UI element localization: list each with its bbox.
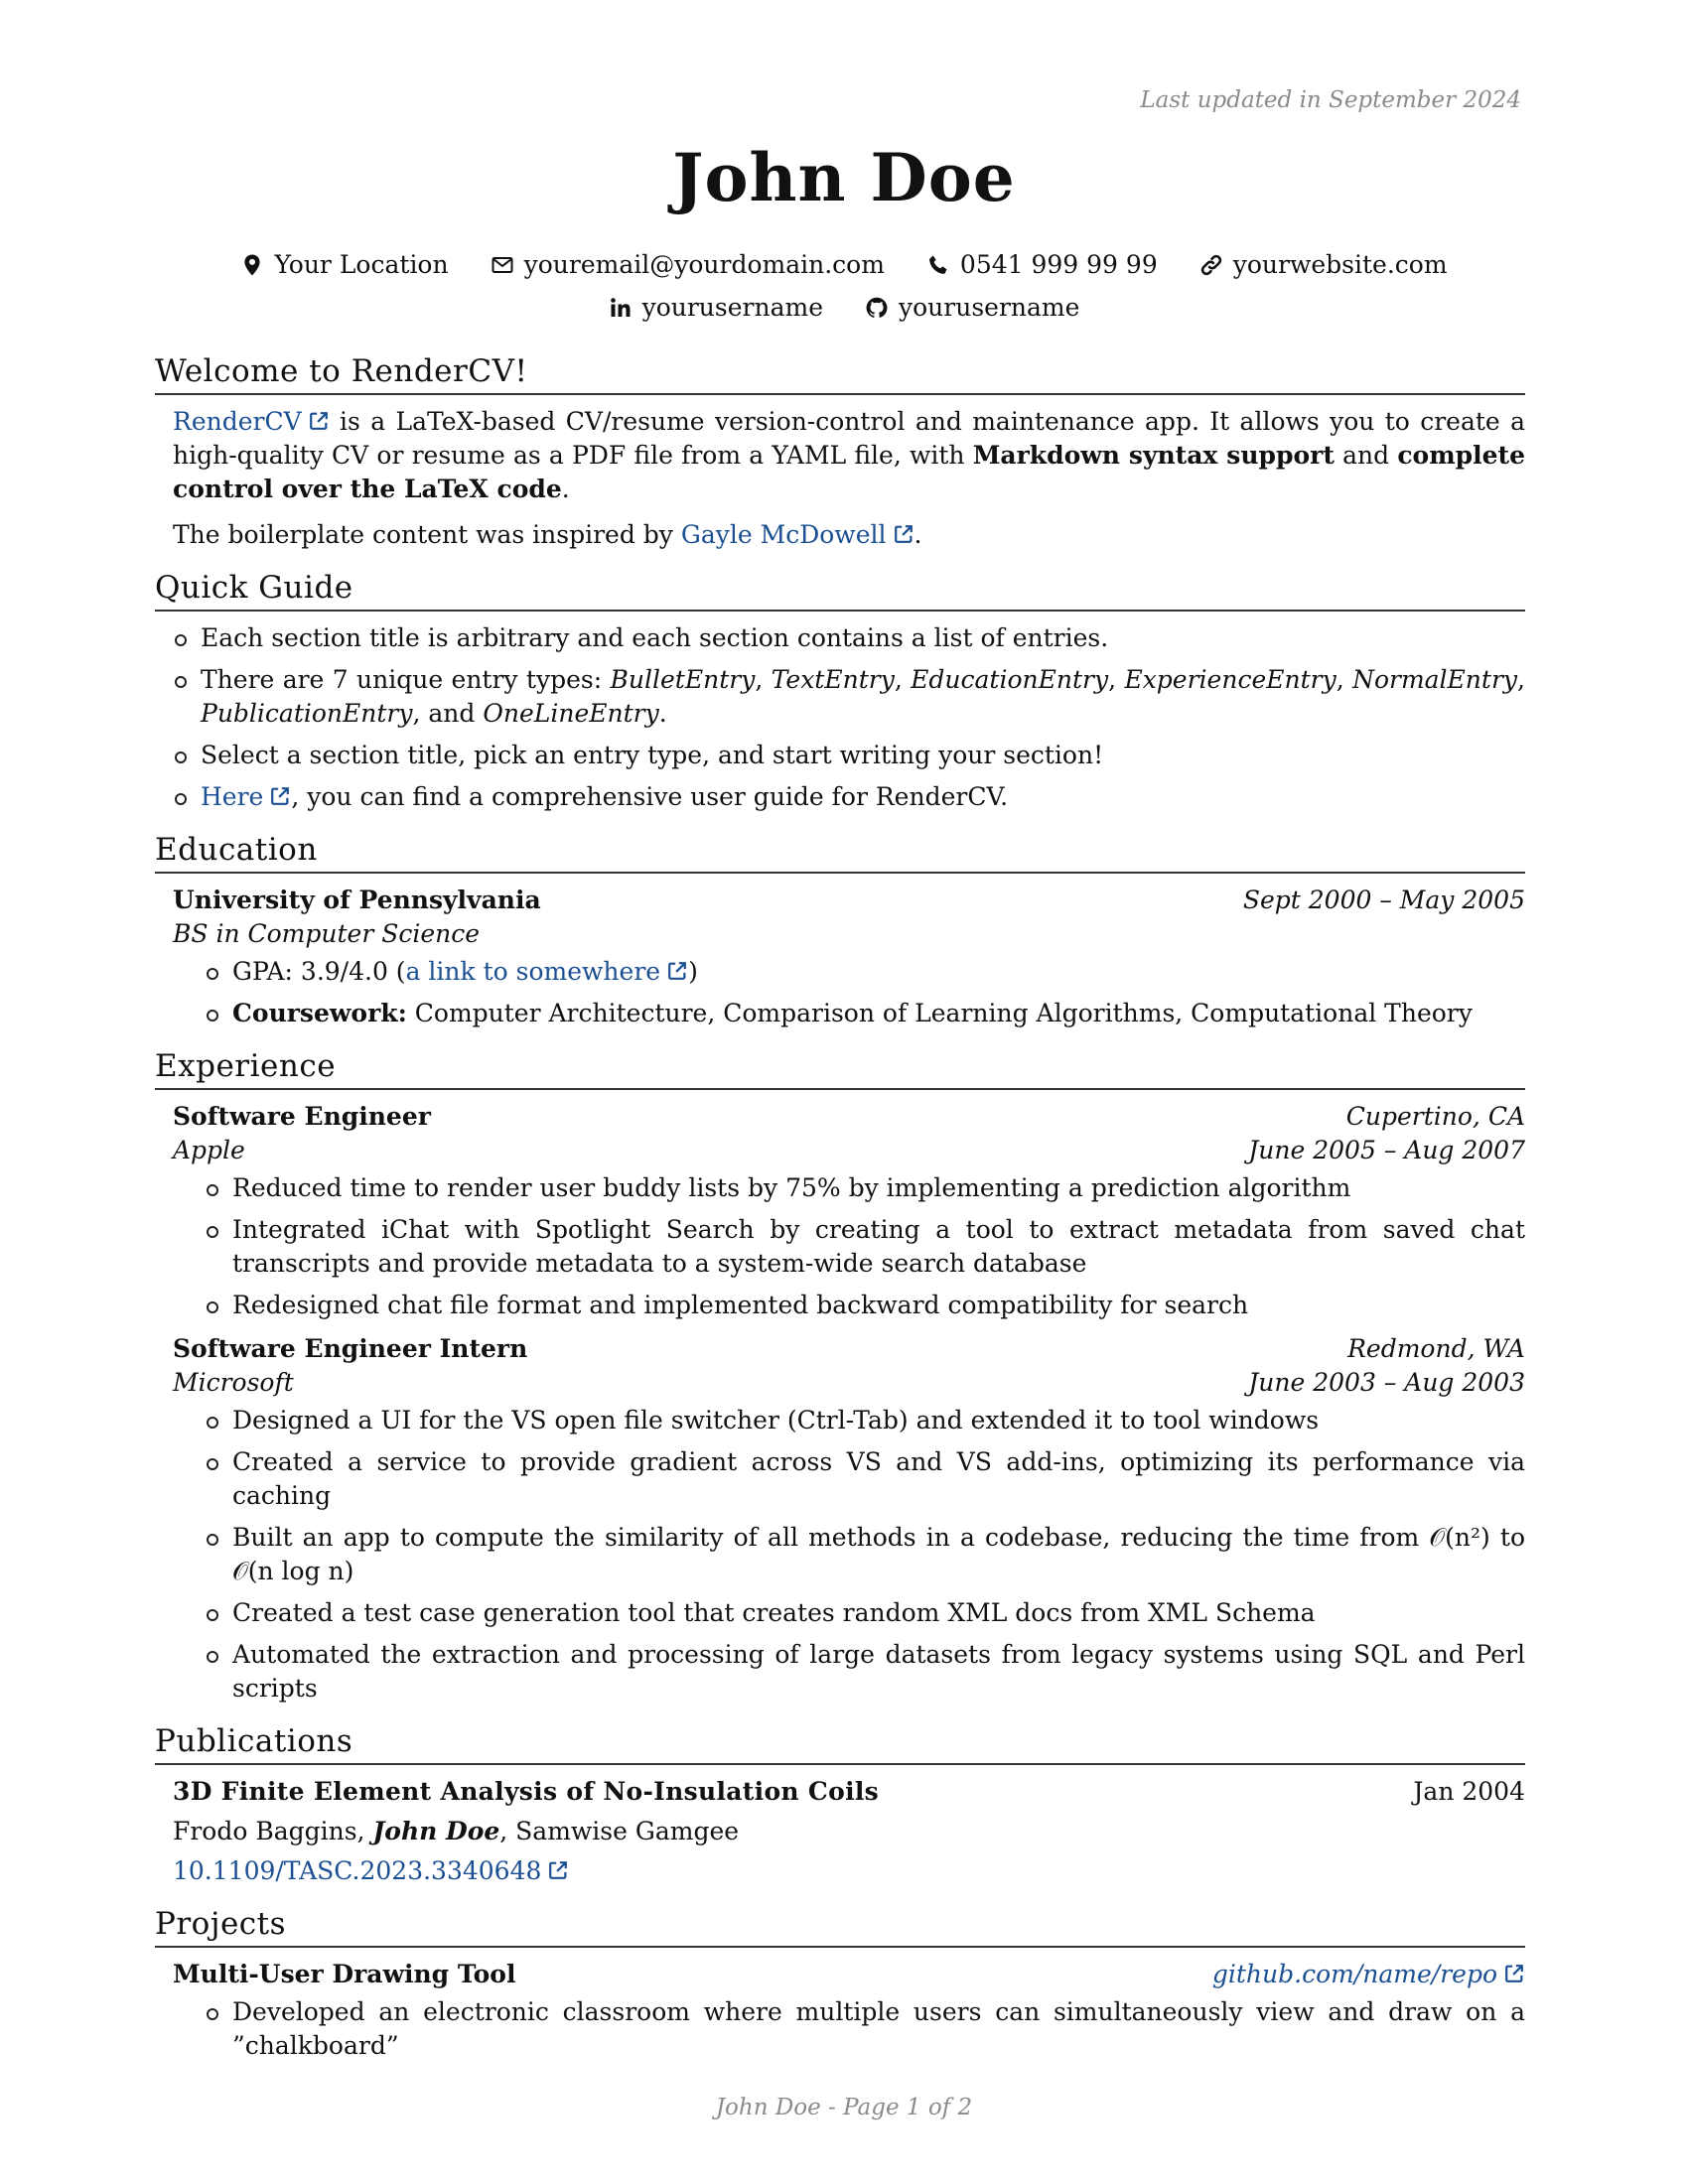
experience-entry-apple — [173, 1100, 1525, 1322]
list-item: Built an app to compute the similarity of all methods in a codebase, reducing the time from 𝒪(n²) to 𝒪(n log n) — [205, 1521, 1525, 1588]
envelope-icon — [491, 253, 514, 277]
section-publications — [155, 1775, 1525, 1888]
section-title-education: Education — [155, 832, 1525, 874]
section-title-publications: Publications — [155, 1723, 1525, 1765]
welcome-text-c: . — [561, 475, 570, 503]
list-item: Designed a UI for the VS open file switcher (Ctrl-Tab) and extended it to tool windows — [205, 1404, 1525, 1437]
list-item: Redesigned chat file format and implemented backward compatibility for search — [205, 1289, 1525, 1322]
sep: . — [658, 699, 667, 728]
welcome-paragraph-2 — [173, 518, 1525, 552]
welcome-p2-end: . — [914, 520, 922, 549]
entry-type: NormalEntry — [1352, 665, 1518, 694]
list-item — [205, 955, 1525, 989]
sep: , — [755, 665, 772, 694]
contact-github[interactable] — [865, 293, 1079, 322]
experience-entry-microsoft — [173, 1332, 1525, 1706]
section-title-welcome: Welcome to RenderCV! — [155, 353, 1525, 395]
list-item: Developed an electronic classroom where multiple users can simultaneously view and draw on a ”chalkboard” — [205, 1995, 1525, 2063]
cv-name: John Doe — [672, 139, 1016, 216]
section-experience — [155, 1100, 1525, 1706]
sep: , — [1336, 665, 1353, 694]
position: Software Engineer — [173, 1102, 431, 1131]
publication-date: Jan 2004 — [1413, 1777, 1525, 1806]
list-item: Created a service to provide gradient across VS and VS add-ins, optimizing its performance via caching — [205, 1445, 1525, 1513]
repo-link[interactable]: github.com/name/repo — [1211, 1960, 1497, 1988]
external-link-icon — [1503, 1963, 1525, 1984]
contact-phone[interactable] — [926, 250, 1158, 279]
list-item: Each section title is arbitrary and each section contains a list of entries. — [173, 621, 1525, 655]
user-guide-link[interactable]: Here — [201, 782, 264, 811]
external-link-icon — [269, 785, 291, 807]
rendercv-link[interactable]: RenderCV — [173, 407, 302, 436]
sep: , — [894, 665, 912, 694]
sep: , and — [412, 699, 484, 728]
cv-content — [155, 353, 1525, 2073]
section-title-projects: Projects — [155, 1906, 1525, 1948]
degree: BS in Computer Science — [173, 919, 481, 948]
gayle-link[interactable]: Gayle McDowell — [680, 520, 887, 549]
contact-website-text[interactable]: yourwebsite.com — [1232, 250, 1448, 279]
entry-type: TextEntry — [771, 665, 895, 694]
list-item: Automated the extraction and processing of large datasets from legacy systems using SQL and Perl scripts — [205, 1638, 1525, 1706]
list-item: Created a test case generation tool that creates random XML docs from XML Schema — [205, 1596, 1525, 1630]
company: Apple — [173, 1136, 245, 1164]
location: Redmond, WA — [1347, 1334, 1525, 1363]
list-item — [205, 997, 1525, 1030]
github-icon — [865, 296, 889, 320]
position: Software Engineer Intern — [173, 1334, 528, 1363]
list-item: Integrated iChat with Spotlight Search by creating a tool to extract metadata from saved chat transcripts and provide metadata to a system-wide search database — [205, 1213, 1525, 1281]
sep: , — [1517, 665, 1525, 694]
welcome-text-b: and — [1334, 441, 1398, 470]
contact-linkedin-text[interactable]: yourusername — [641, 293, 823, 322]
dates: June 2005 – Aug 2007 — [1248, 1136, 1525, 1164]
welcome-bold-2: complete control over the LaTeX code — [173, 441, 1525, 503]
doi-line — [173, 1854, 1525, 1888]
contact-github-text[interactable]: yourusername — [899, 293, 1080, 322]
link-icon — [1199, 253, 1223, 277]
entry-type: OneLineEntry — [483, 699, 659, 728]
coursework-label: Coursework: — [232, 999, 407, 1027]
education-entry — [173, 884, 1525, 1030]
author: , Samwise Gamgee — [499, 1817, 740, 1845]
phone-icon — [926, 253, 950, 277]
contact-phone-text[interactable]: 0541 999 99 99 — [959, 250, 1158, 279]
section-education — [155, 884, 1525, 1030]
institution: University of Pennsylvania — [173, 886, 541, 914]
project-name: Multi-User Drawing Tool — [173, 1960, 516, 1988]
section-title-quick-guide: Quick Guide — [155, 570, 1525, 612]
contact-location-text: Your Location — [274, 250, 449, 279]
dates: June 2003 – Aug 2003 — [1248, 1368, 1525, 1397]
section-welcome — [155, 405, 1525, 552]
list-item — [173, 663, 1525, 731]
location-pin-icon — [240, 253, 264, 277]
contact-linkedin[interactable] — [609, 293, 823, 322]
welcome-text-a: is a LaTeX-based CV/resume version-control and maintenance app. It allows you to create a high-quality CV or resume as a PDF file from a YAML file, with — [173, 407, 1525, 470]
entry-type: BulletEntry — [610, 665, 756, 694]
contact-website[interactable] — [1199, 250, 1448, 279]
education-dates: Sept 2000 – May 2005 — [1242, 886, 1525, 914]
list-item — [173, 780, 1525, 814]
publication-title: 3D Finite Element Analysis of No-Insulation Coils — [173, 1777, 880, 1806]
gpa-close: ) — [688, 957, 698, 986]
entry-type: PublicationEntry — [201, 699, 413, 728]
list-item: Reduced time to render user buddy lists by 75% by implementing a prediction algorithm — [205, 1171, 1525, 1205]
external-link-icon — [893, 523, 914, 545]
external-link-icon — [666, 960, 688, 982]
welcome-paragraph-1 — [173, 405, 1525, 506]
publication-entry — [173, 1775, 1525, 1888]
welcome-p2-text: The boilerplate content was inspired by — [173, 520, 681, 549]
user-guide-text: , you can find a comprehensive user guide for RenderCV. — [291, 782, 1009, 811]
project-entry — [173, 1958, 1525, 2063]
page-footer: John Doe - Page 1 of 2 — [715, 2095, 973, 2120]
entry-types-intro: There are 7 unique entry types: — [201, 665, 611, 694]
somewhere-link[interactable]: a link to somewhere — [405, 957, 661, 986]
welcome-bold-1: Markdown syntax support — [972, 441, 1335, 470]
contact-email[interactable] — [491, 250, 885, 279]
linkedin-icon — [609, 296, 633, 320]
entry-type: EducationEntry — [911, 665, 1109, 694]
contact-email-text[interactable]: youremail@yourdomain.com — [523, 250, 885, 279]
section-projects — [155, 1958, 1525, 2063]
company: Microsoft — [173, 1368, 294, 1397]
external-link-icon — [308, 410, 330, 432]
external-link-icon — [547, 1859, 569, 1881]
doi-link[interactable]: 10.1109/TASC.2023.3340648 — [173, 1856, 542, 1885]
authors — [173, 1815, 1525, 1848]
section-title-experience: Experience — [155, 1048, 1525, 1090]
contact-line — [139, 250, 1549, 322]
contact-location — [240, 250, 448, 279]
author: Frodo Baggins, — [173, 1817, 373, 1845]
sep: , — [1108, 665, 1125, 694]
list-item: Select a section title, pick an entry type, and start writing your section! — [173, 739, 1525, 772]
last-updated: Last updated in September 2024 — [1140, 87, 1521, 113]
coursework-text: Computer Architecture, Comparison of Learning Algorithms, Computational Theory — [406, 999, 1473, 1027]
section-quick-guide — [155, 621, 1525, 814]
gpa-text: GPA: 3.9/4.0 ( — [232, 957, 406, 986]
location: Cupertino, CA — [1345, 1102, 1525, 1131]
entry-type: ExperienceEntry — [1124, 665, 1336, 694]
author-highlighted: John Doe — [372, 1817, 500, 1845]
